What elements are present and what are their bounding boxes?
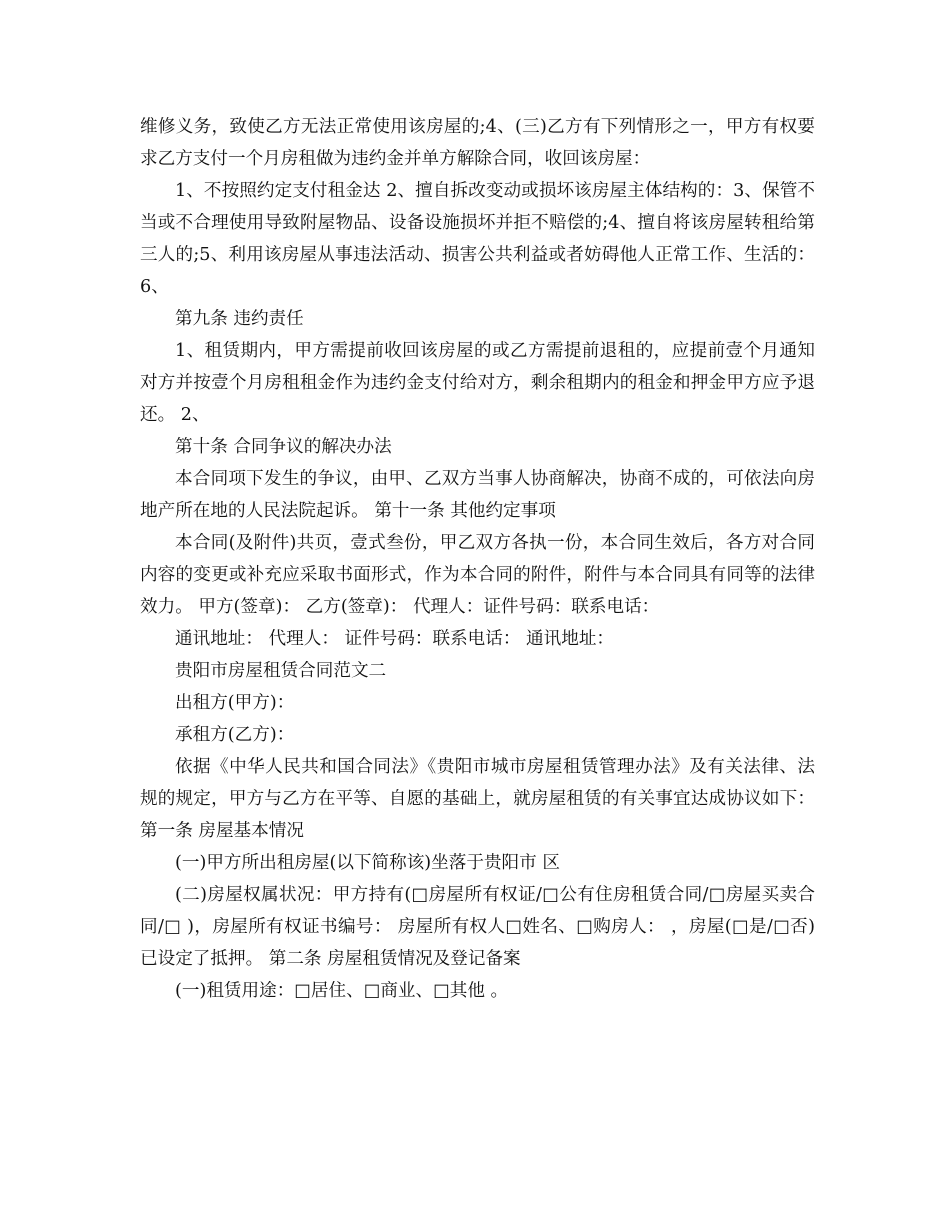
paragraph: 1、不按照约定支付租金达 2、擅自拆改变动或损坏该房屋主体结构的：3、保管不当或不合理使用导致附屋物品、设备设施损坏并拒不赔偿的;4、擅自将该房屋转租给第三人的;5、利用该房屋从事违法活动、损害公共利益或者妨碍他人正常工作、生活的：6、 <box>140 181 815 297</box>
paragraph: 依据《中华人民共和国合同法》《贵阳市城市房屋租赁管理办法》及有关法律、法规的规定，甲方与乙方在平等、自愿的基础上，就房屋租赁的有关事宜达成协议如下： 第一条 房屋基本情况 <box>140 757 815 841</box>
paragraph: (一)甲方所出租房屋(以下简称该)坐落于贵阳市 区 <box>175 853 560 873</box>
paragraph: (一)租赁用途：□居住、□商业、□其他 。 <box>175 981 509 1001</box>
paragraph: 1、租赁期内，甲方需提前收回该房屋的或乙方需提前退租的，应提前壹个月通知对方并按壹个月房租租金作为违约金支付给对方，剩余租期内的租金和押金甲方应予退还。 2、 <box>140 341 815 425</box>
paragraph: 本合同项下发生的争议，由甲、乙双方当事人协商解决，协商不成的，可依法向房地产所在地的人民法院起诉。 第十一条 其他约定事项 <box>140 469 815 521</box>
document-title: 贵阳市房屋租赁合同范文二 <box>175 661 387 681</box>
paragraph: 本合同(及附件)共页，壹式叁份，甲乙双方各执一份，本合同生效后，各方对合同内容的变更或补充应采取书面形式，作为本合同的附件，附件与本合同具有同等的法律效力。 甲方(签章)： 乙方(签章)： 代理人：证件号码：联系电话： <box>140 533 815 617</box>
paragraph: 通讯地址： 代理人： 证件号码：联系电话： 通讯地址： <box>175 629 615 649</box>
paragraph: (二)房屋权属状况：甲方持有(□房屋所有权证/□公有住房租赁合同/□房屋买卖合同/□ )，房屋所有权证书编号： 房屋所有权人□姓名、□购房人： ，房屋(□是/□否)已设定了抵押。 第二条 房屋租赁情况及登记备案 <box>140 885 815 969</box>
lessor-line: 出租方(甲方)： <box>175 693 295 713</box>
section-heading: 第九条 违约责任 <box>175 309 304 329</box>
lessee-line: 承租方(乙方)： <box>175 725 295 745</box>
section-heading: 第十条 合同争议的解决办法 <box>175 437 392 457</box>
paragraph: 维修义务，致使乙方无法正常使用该房屋的;4、(三)乙方有下列情形之一，甲方有权要求乙方支付一个月房租做为违约金并单方解除合同，收回该房屋： <box>140 117 815 169</box>
document-body <box>140 111 815 1007</box>
